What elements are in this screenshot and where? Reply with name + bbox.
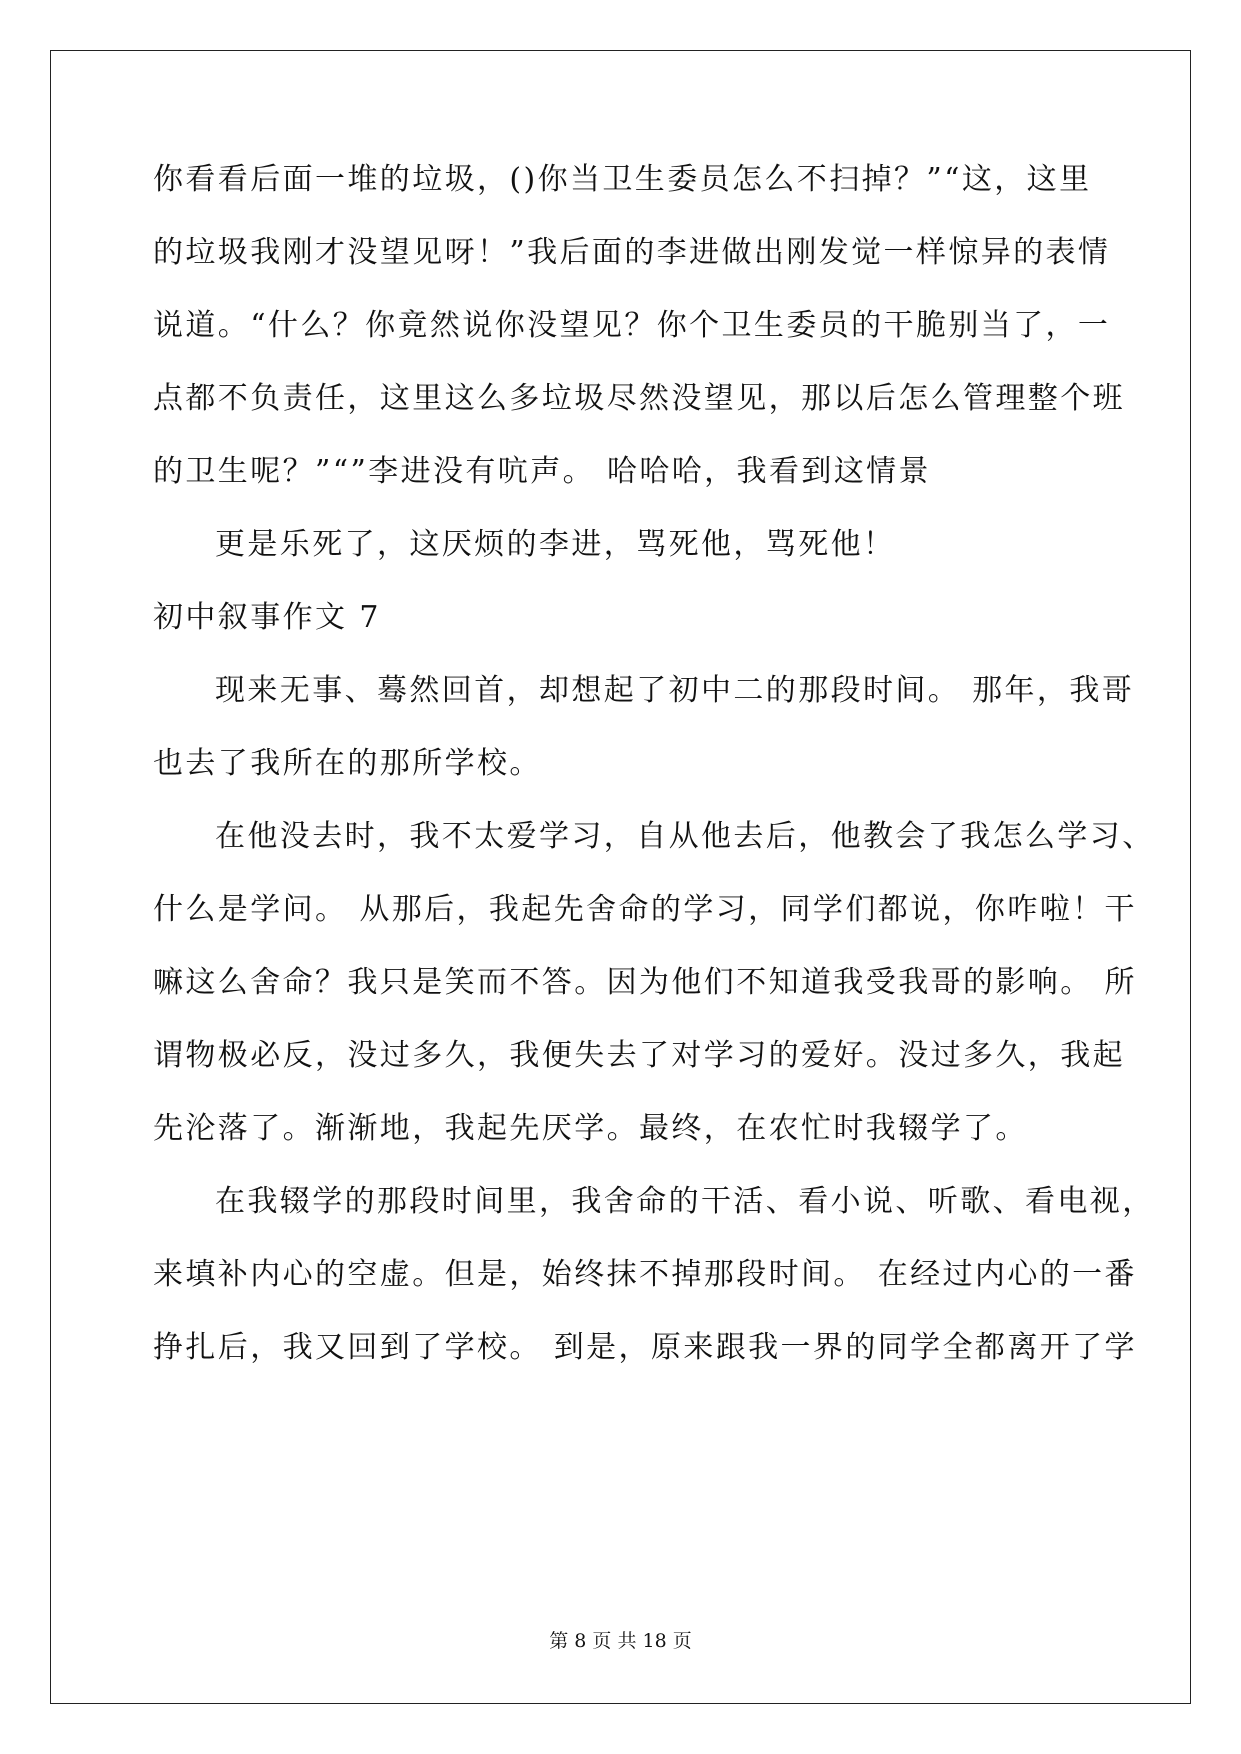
paragraph-line: 在他没去时，我不太爱学习，自从他去后，他教会了我怎么学习、 xyxy=(215,819,1155,854)
page-number: 第 8 页 共 18 页 xyxy=(549,1630,692,1652)
text-line: 嘛这么舍命？我只是笑而不答。因为他们不知道我受我哥的影响。 所 xyxy=(153,965,1137,1000)
text-line: 你看看后面一堆的垃圾，()你当卫生委员怎么不扫掉？”“这，这里 xyxy=(153,162,1092,197)
paragraph-line: 在我辍学的那段时间里，我舍命的干活、看小说、听歌、看电视， xyxy=(215,1184,1155,1219)
text-line: 的垃圾我刚才没望见呀！”我后面的李进做出刚发觉一样惊异的表情 xyxy=(153,235,1111,270)
paragraph-line: 现来无事、蓦然回首，却想起了初中二的那段时间。 那年，我哥 xyxy=(215,673,1135,708)
section-heading: 初中叙事作文 7 xyxy=(153,600,381,635)
text-line: 也去了我所在的那所学校。 xyxy=(153,746,542,781)
page-footer xyxy=(0,1629,1241,1653)
paragraph-line: 更是乐死了，这厌烦的李进，骂死他，骂死他！ xyxy=(215,527,896,562)
text-line: 先沦落了。渐渐地，我起先厌学。最终，在农忙时我辍学了。 xyxy=(153,1111,1028,1146)
text-line: 什么是学问。 从那后，我起先舍命的学习，同学们都说，你咋啦！干 xyxy=(153,892,1137,927)
text-line: 点都不负责任，这里这么多垃圾尽然没望见，那以后怎么管理整个班 xyxy=(153,381,1125,416)
text-line: 谓物极必反，没过多久，我便失去了对学习的爱好。没过多久，我起 xyxy=(153,1038,1125,1073)
text-line: 来填补内心的空虚。但是，始终抹不掉那段时间。 在经过内心的一番 xyxy=(153,1257,1137,1292)
text-line: 说道。“什么？你竟然说你没望见？你个卫生委员的干脆别当了，一 xyxy=(153,308,1111,343)
page-border xyxy=(50,50,1191,1704)
text-line: 挣扎后，我又回到了学校。 到是，原来跟我一界的同学全都离开了学 xyxy=(153,1330,1137,1365)
text-line: 的卫生呢？”“”李进没有吭声。 哈哈哈，我看到这情景 xyxy=(153,454,931,489)
